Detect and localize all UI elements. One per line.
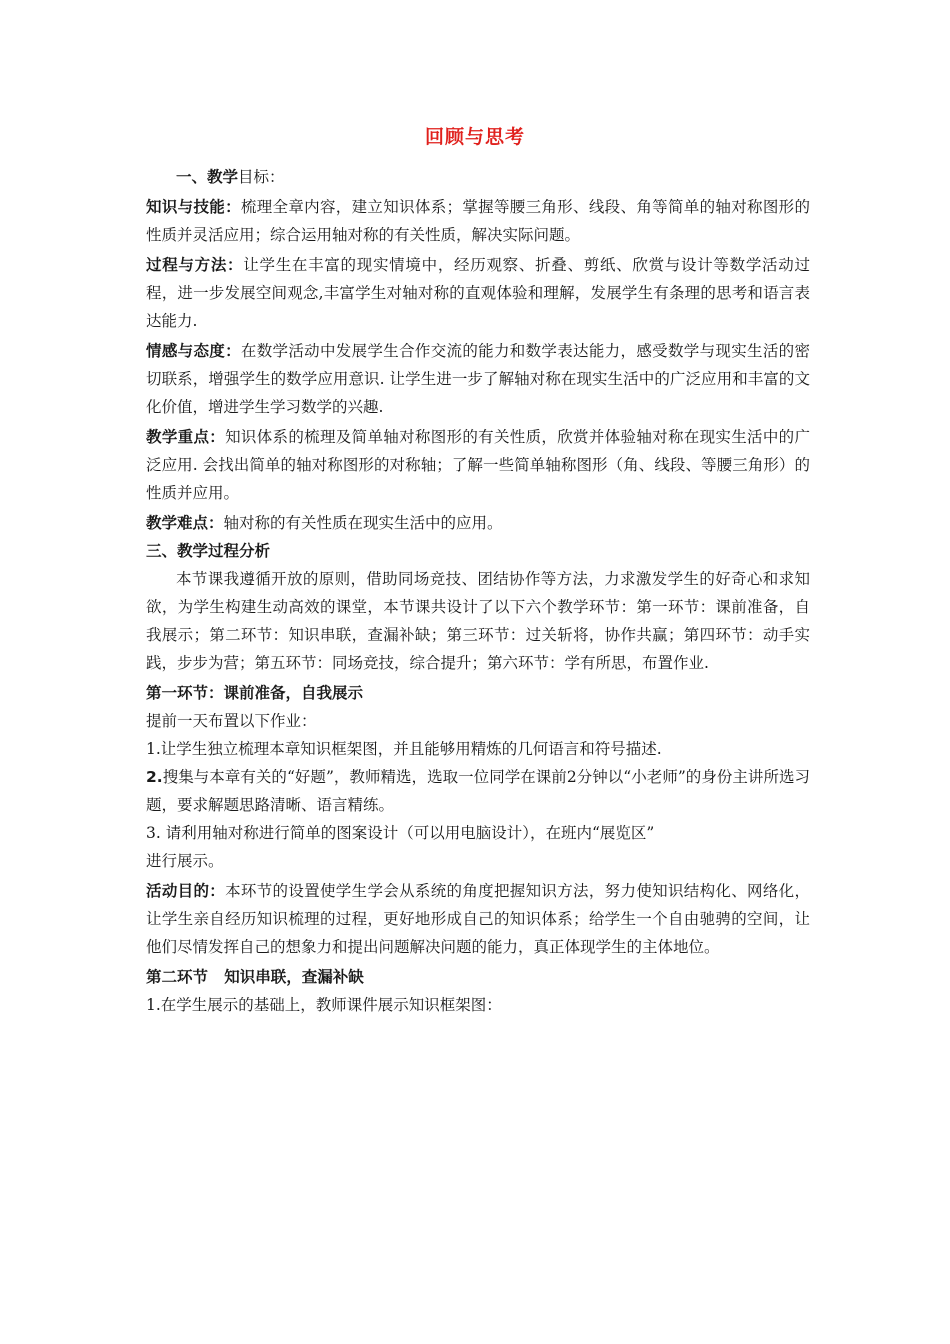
text-difficulties: 轴对称的有关性质在现实生活中的应用。 bbox=[223, 514, 503, 532]
paragraph-process-method bbox=[146, 251, 810, 335]
paragraph-knowledge-skills bbox=[146, 193, 810, 249]
stage2-heading: 第二环节 知识串联，查漏补缺 bbox=[146, 968, 364, 986]
text-key-points: 知识体系的梳理及简单轴对称图形的有关性质，欣赏并体验轴对称在现实生活中的广泛应用. 会找出简单的轴对称图形的对称轴；了解一些简单轴称图形（角、线段、等腰三角形）的性质并应用。 bbox=[146, 428, 810, 502]
label-knowledge-skills: 知识与技能： bbox=[146, 198, 241, 216]
stage1-intro: 提前一天布置以下作业： bbox=[146, 712, 317, 730]
paragraph-difficulties bbox=[146, 509, 810, 537]
item-2-number: 2. bbox=[146, 768, 163, 786]
label-key-points: 教学重点： bbox=[146, 428, 226, 446]
text-knowledge-skills: 梳理全章内容，建立知识体系；掌握等腰三角形、线段、角等简单的轴对称图形的性质并灵活应用；综合运用轴对称的有关性质，解决实际问题。 bbox=[146, 198, 810, 244]
label-process-method: 过程与方法： bbox=[146, 256, 244, 274]
section-heading-process: 三、教学过程分析 bbox=[146, 542, 271, 560]
paragraph-emotion-attitude bbox=[146, 337, 810, 421]
stage1-item-2 bbox=[146, 763, 810, 819]
label-emotion-attitude: 情感与态度： bbox=[146, 342, 241, 360]
heading-rest: 目标： bbox=[238, 168, 285, 186]
stage1-item-3-line2: 进行展示。 bbox=[146, 852, 224, 870]
heading-bold: 一、教学 bbox=[176, 168, 239, 186]
item-2-text: 搜集与本章有关的“好题”，教师精选，选取一位同学在课前2分钟以“小老师”的身份主讲所选习题，要求解题思路清晰、语言精练。 bbox=[146, 768, 810, 814]
text-activity-purpose: 本环节的设置使学生学会从系统的角度把握知识方法，努力使知识结构化、网络化，让学生亲自经历知识梳理的过程，更好地形成自己的知识体系；给学生一个自由驰骋的空间，让他们尽情发挥自己的想象力和提出问题解决问题的能力，真正体现学生的主体地位。 bbox=[146, 882, 810, 956]
paragraph-activity-purpose bbox=[146, 877, 810, 961]
stage2-item-1: 1.在学生展示的基础上，教师课件展示知识框架图： bbox=[146, 996, 502, 1014]
label-difficulties: 教学难点： bbox=[146, 514, 224, 532]
section-heading-objectives bbox=[146, 163, 810, 191]
stage1-heading: 第一环节：课前准备，自我展示 bbox=[146, 684, 364, 702]
paragraph-process-overview: 本节课我遵循开放的原则，借助同场竞技、团结协作等方法，力求激发学生的好奇心和求知欲，为学生构建生动高效的课堂，本节课共设计了以下六个教学环节：第一环节：课前准备，自我展示；第二环节：知识串联，查漏补缺；第三环节：过关斩将，协作共赢；第四环节：动手实践，步步为营；第五环节：同场竞技，综合提升；第六环节：学有所思，布置作业. bbox=[146, 570, 810, 672]
label-activity-purpose: 活动目的： bbox=[146, 882, 226, 900]
text-process-method: 让学生在丰富的现实情境中，经历观察、折叠、剪纸、欣赏与设计等数学活动过程，进一步发展空间观念,丰富学生对轴对称的直观体验和理解，发展学生有条理的思考和语言表达能力. bbox=[146, 256, 810, 330]
stage1-item-3-line1: 3. 请利用轴对称进行简单的图案设计（可以用电脑设计），在班内“展览区” bbox=[146, 824, 655, 842]
document-body bbox=[146, 163, 810, 1019]
text-emotion-attitude: 在数学活动中发展学生合作交流的能力和数学表达能力，感受数学与现实生活的密切联系，增强学生的数学应用意识. 让学生进一步了解轴对称在现实生活中的广泛应用和丰富的文化价值，增进学生学习数学的兴趣. bbox=[146, 342, 810, 416]
paragraph-key-points bbox=[146, 423, 810, 507]
document-title: 回顾与思考 bbox=[424, 126, 525, 148]
stage1-item-1: 1.让学生独立梳理本章知识框架图，并且能够用精炼的几何语言和符号描述. bbox=[146, 740, 662, 758]
